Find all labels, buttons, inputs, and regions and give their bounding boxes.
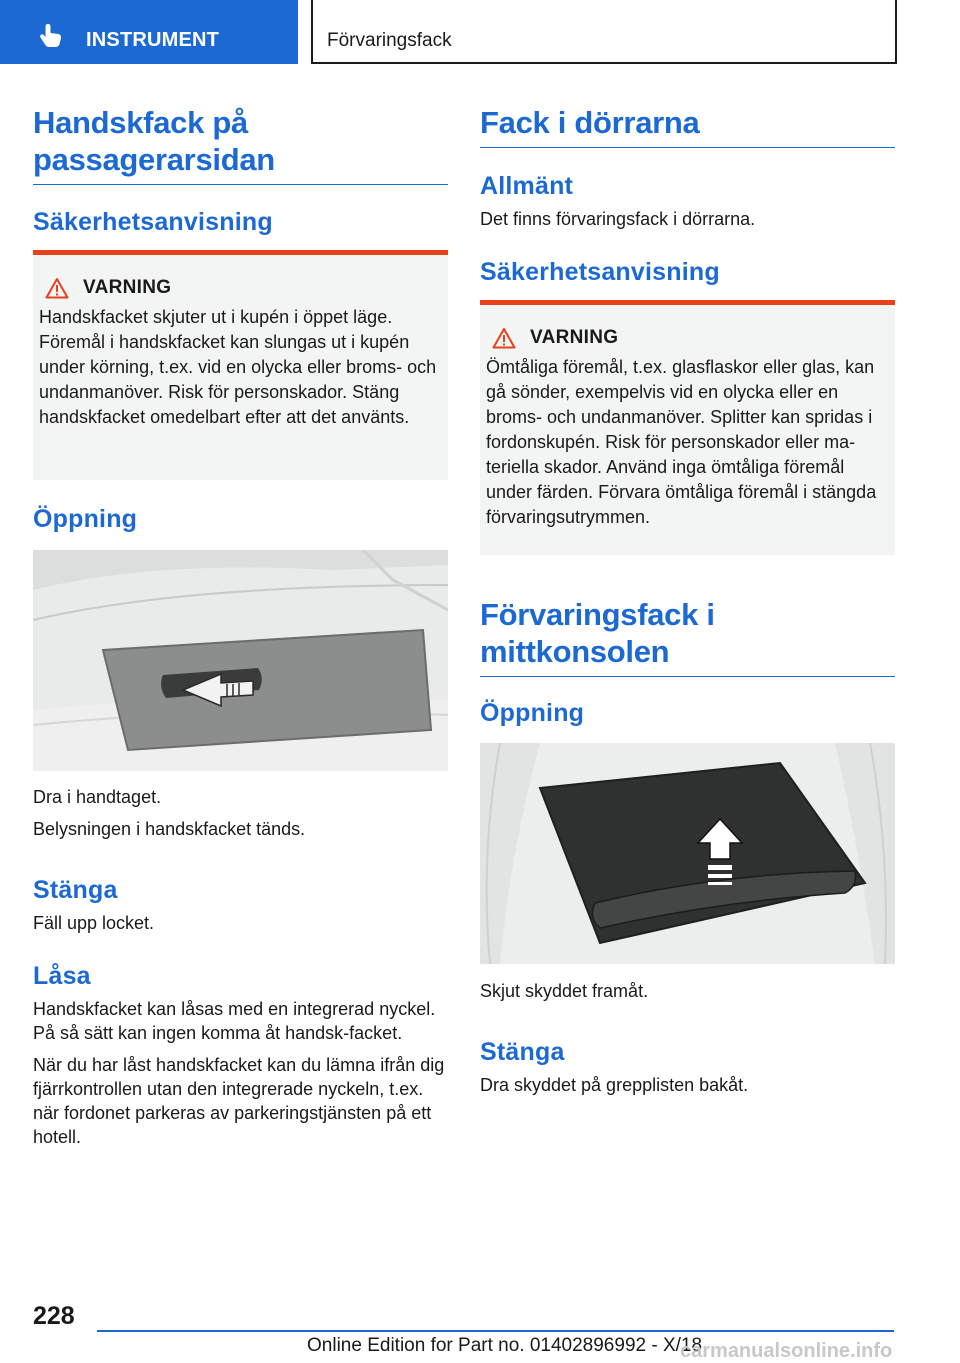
left-lock-p1: Handskfacket kan låsas med en integrerad nyckel. På så sätt kan ingen komma åt handsk-facket. (33, 999, 436, 1043)
right-general-heading: Allmänt (480, 172, 574, 200)
door-pockets-title: Fack i dörrarna (480, 104, 895, 148)
left-lock-block (33, 962, 448, 1149)
chapter-label: Förvaringsfack (327, 30, 452, 51)
warning-triangle-icon (492, 327, 516, 349)
right-opening-text-block (480, 979, 895, 1003)
page-number: 228 (33, 1302, 75, 1330)
left-safety-block (33, 208, 448, 237)
left-lock-heading: Låsa (33, 962, 91, 990)
glovebox-figure (33, 550, 448, 771)
left-lock-p2: När du har låst handskfacket kan du lämna ifrån dig fjärrkontrollen utan den integrerade nyckeln, t.ex. när fordonet parkeras av parkeringstjänsten på ett hotell. (33, 1055, 445, 1147)
chapter-tab (311, 0, 897, 64)
footer-edition: Online Edition for Part no. 01402896992 - X/18 (307, 1335, 703, 1356)
right-closing-block (480, 1038, 895, 1097)
watermark-text: carmanualsonline.info (680, 1340, 893, 1362)
left-closing-text: Fäll upp locket. (33, 913, 155, 933)
left-warning-box (33, 250, 448, 480)
left-closing-heading: Stänga (33, 876, 118, 904)
right-general-text: Det finns förvaringsfack i dörrarna. (480, 209, 756, 229)
footer-divider (97, 1330, 894, 1332)
right-opening-text: Skjut skyddet framåt. (480, 981, 649, 1001)
left-opening-block (33, 505, 448, 534)
left-opening-p1: Dra i handtaget. (33, 787, 162, 807)
warning-triangle-icon (45, 277, 69, 299)
right-opening-heading: Öppning (480, 699, 585, 727)
section-label: INSTRUMENT (86, 29, 220, 51)
glovebox-illustration (33, 550, 448, 771)
center-console-title: Förvaringsfack i mittkonsolen (480, 596, 895, 677)
right-general-block (480, 172, 895, 231)
left-title-block (33, 104, 448, 185)
left-opening-p2: Belysningen i handskfacket tänds. (33, 819, 306, 839)
right-warning-box (480, 300, 895, 555)
left-warning-label: VARNING (83, 277, 172, 298)
right-warning-label: VARNING (530, 327, 619, 348)
right-closing-heading: Stänga (480, 1038, 565, 1066)
hand-pointer-icon (38, 22, 64, 48)
console-illustration (480, 743, 895, 964)
right-safety-heading: Säkerhetsanvisning (480, 258, 720, 286)
glovebox-title: Handskfack på passagerarsidan (33, 104, 448, 185)
left-opening-heading: Öppning (33, 505, 138, 533)
left-warning-text: Handskfacket skjuter ut i kupén i öppet läge. Föremål i handskfacket kan slungas ut i kupén under körning, t.ex. vid en olycka eller broms- och undanmanöver. Risk för personskador. Stäng handskfacket omedelbart efter att det använts. (39, 307, 437, 427)
right-opening-block (480, 699, 895, 728)
left-safety-heading: Säkerhetsanvisning (33, 208, 273, 236)
right-safety-block (480, 258, 895, 287)
right-title-block (480, 104, 895, 148)
console-figure (480, 743, 895, 964)
left-closing-block (33, 876, 448, 935)
right-closing-text: Dra skyddet på grepplisten bakåt. (480, 1075, 749, 1095)
section-tab (0, 0, 298, 64)
left-opening-text (33, 785, 448, 841)
right-console-title-block (480, 596, 895, 677)
right-warning-text: Ömtåliga föremål, t.ex. glasflaskor eller glas, kan gå sönder, exempelvis vid en olycka eller en broms- och undanmanöver. Splitter kan spridas i fordonskupén. Risk för personskador eller ma-teriella skador. Använd inga ömtåliga föremål under färden. Förvara ömtåliga föremål i stängda förvaringsutrymmen. (486, 357, 877, 527)
